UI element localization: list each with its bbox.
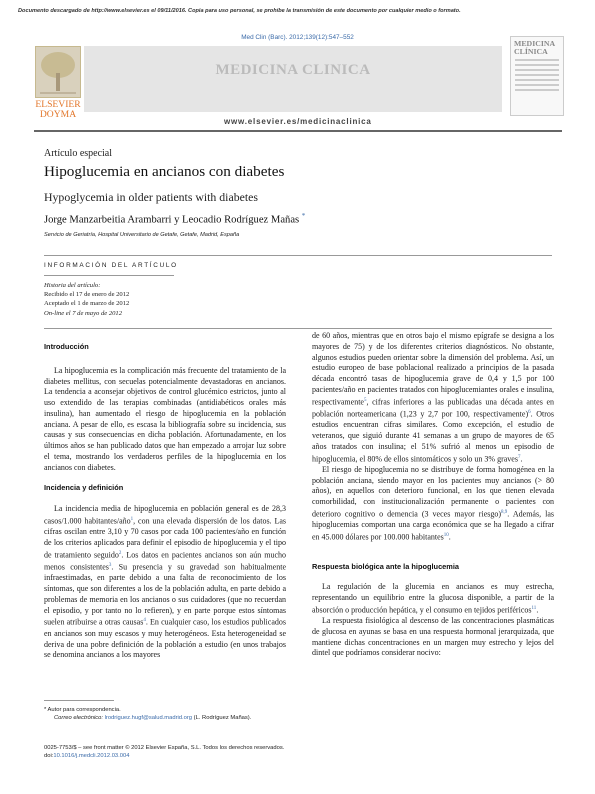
history-label: Historia del artículo: xyxy=(44,282,101,289)
ref-2[interactable]: 2 xyxy=(118,550,122,556)
email-owner: (L. Rodríguez Mañas). xyxy=(193,715,252,721)
incidence-paragraph: La incidencia media de hipoglucemia en población general es de 28,3 casos/1.000 habitantes/año$^1$, con una elevada dispersión de los datos. Las cifras oscilan entre 3,10 y 70 casos por cada 100 pacientes/año en función de los criterios aplicados para definir el episodio de hipoglucemia y el tipo de tratamiento seguido$^2$. Los datos en pacientes ancianos son aún mucho menos consistentes$^3$. Su presencia y su gravedad son habitualmente infraestimadas, en parte debido a una falta de reconocimiento de los síntomas, que son diferentes a los de la población adulta, en parte debido a problemas de memoria en los ancianos o sus cuidadores (que no recuerdan el episodio, y por tanto no lo refieren), y en parte porque estos síntomas suelen atribuirse a otras causas$^4$. En cualquier caso, los estudios publicados en ancianos son muy escasos y muy heterogéneos. Esta heterogeneidad se deriva de una pobre definición de la población a estudio (en unos trabajos se denomina ancianos a los mayores xyxy=(44,504,287,660)
publisher-name: ELSEVIER xyxy=(35,99,81,110)
footnote-divider xyxy=(44,700,114,701)
physiologic-response-paragraph: La respuesta fisiológica al descenso de las concentraciones plasmáticas de glucosa en ayunas se basa en una respuesta hormonal jerarquizada, que mantiene dichas concentraciones en un margen muy estrecho y lejos del dintel que podríamos considerar nocivo: xyxy=(312,616,554,658)
ref-4[interactable]: 4 xyxy=(143,618,146,624)
corresponding-author-note: * Autor para correspondencia. xyxy=(44,707,121,713)
ref-10[interactable]: 10 xyxy=(443,533,449,539)
ref-8-9[interactable]: 8,9 xyxy=(501,509,508,515)
ref-5[interactable]: 5 xyxy=(363,397,367,403)
accepted-date: Aceptado el 1 de marzo de 2012 xyxy=(44,300,130,308)
intro-heading: Introducción xyxy=(44,342,89,351)
journal-url[interactable]: www.elsevier.es/medicinaclinica xyxy=(224,117,372,126)
doi-link[interactable]: 10.1016/j.medcli.2012.03.004 xyxy=(53,753,130,760)
intro-paragraph: La hipoglucemia es la complicación más frecuente del tratamiento de la diabetes mellitus, con secuelas potencialmente devastadoras en ancianos. La tendencia a aconsejar objetivos de control glucémico estrictos, junto al uso extendido de las terapias combinadas (antidiabéticos orales más insulina), han aumentado el riesgo de hipoglucemia en la población anciana. A pesar de ello, es escasa la bibliografía sobre su incidencia, sus causas y sus consecuencias en dicha población. Afortunadamente, en los últimos años se han publicado datos que han empezado a arrojar luz sobre el tema, mostrando los verdaderos perfiles de la hipoglucemia en los ancianos con diabetes. xyxy=(44,365,286,472)
section-type: Artículo especial xyxy=(44,148,113,159)
tree-icon xyxy=(35,46,81,98)
article-history xyxy=(44,281,129,318)
ref-7[interactable]: 7 xyxy=(517,454,521,460)
incidence-continued-paragraph: de 60 años, mientras que en otros bajo el mismo epígrafe se designa a los mayores de 75) y de los diferentes criterios diagnósticos. No obstante, algunos estudios pueden orientar sobre la dimensión del problema. Así, un estudio europeo de base poblacional realizado a principios de la pasada década encontró tasas de hipoglucemia grave de 0,4 y 1,5 por 100 pacientes/año en pacientes tratados con hipoglucemiantes orales e insulina, respectivamente$^5$, cifras inferiores a las publicadas una década antes en población norteamericana (1,23 y 2,7 por 100, respectivamente)$^6$. Otros estudios encuentran cifras similares. Como excepción, el estudio de veteranos, que siguió durante 41 semanas a un grupo de mayores de 65 años tratados con insulina; el 51% sufrió al menos un episodio de hipoglucemia, el 80% de ellos sintomáticos y solo un 3% graves$^7$. xyxy=(312,331,554,464)
download-notice: Documento descargado de http://www.elsevier.es el 09/11/2016. Copia para uso personal, se prohíbe la transmisión de este documento por cualquier medio o formato. xyxy=(18,8,461,14)
author-list xyxy=(44,212,305,226)
ref-11[interactable]: 11 xyxy=(531,605,537,611)
biological-response-heading: Respuesta biológica ante la hipoglucemia xyxy=(312,561,460,571)
risk-paragraph: El riesgo de hipoglucemia no se distribuye de forma homogénea en la población anciana, siendo mayor en los pacientes muy ancianos (> 80 años), en aquellos con deterioro funcional, en los que tienen elevada comorbilidad, con institucionalización permanente o pacientes con deterioro cognitivo o demencia (3 veces mayor riesgo)$^{8,9}$. Además, las hipoglucemias comportan una carga económica que se ha llegado a cifrar en 45.000 dólares por 100.000 habitantes$^{10}$. xyxy=(312,464,554,542)
journal-banner xyxy=(84,46,502,112)
article-title-english: Hypoglycemia in older patients with diabetes xyxy=(44,190,258,204)
journal-cover-thumbnail xyxy=(510,36,564,116)
publisher-subname: DOYMA xyxy=(39,109,77,120)
right-column xyxy=(312,331,554,659)
online-date: On-line el 7 de mayo de 2012 xyxy=(44,309,123,317)
info-heading-divider xyxy=(44,275,174,276)
article-title: Hipoglucemia en ancianos con diabetes xyxy=(44,163,285,180)
copyright-block xyxy=(44,744,284,761)
cover-title: MEDICINA CLÍNICA xyxy=(514,39,555,56)
email-label: Correo electrónico: xyxy=(54,715,103,721)
received-date: Recibido el 17 de enero de 2012 xyxy=(44,291,130,299)
article-info-heading: INFORMACIÓN DEL ARTÍCULO xyxy=(44,262,178,269)
header-divider xyxy=(34,130,562,132)
journal-citation[interactable]: Med Clin (Barc). 2012;139(12):547–552 xyxy=(241,34,354,41)
affiliation: Servicio de Geriatría, Hospital Universitario de Getafe, Getafe, Madrid, España xyxy=(44,232,240,238)
incidence-heading: Incidencia y definición xyxy=(44,483,124,493)
left-column xyxy=(44,342,286,661)
doi-label: doi: xyxy=(44,753,54,760)
regulation-paragraph: La regulación de la glucemia en ancianos es muy estrecha, representando un equilibrio entre la glucosa disponible, a partir de la absorción o producción hepática, y el consumo en tejidos periféricos$^{11}$. xyxy=(312,582,554,615)
info-bottom-divider xyxy=(44,328,552,329)
copyright-line: 0025-7753/$ – see front matter © 2012 Elsevier España, S.L. Todos los derechos reservados. xyxy=(44,745,285,751)
ref-6[interactable]: 6 xyxy=(528,409,531,415)
info-top-divider xyxy=(44,255,552,256)
corresponding-author-mark[interactable]: * xyxy=(301,212,306,220)
author-email-link[interactable]: lrodriguez.hugf@salud.madrid.org xyxy=(104,715,193,721)
ref-1[interactable]: 1 xyxy=(130,516,134,522)
elsevier-logo xyxy=(34,46,82,126)
footnote xyxy=(44,706,251,722)
journal-title: MEDICINA CLINICA xyxy=(215,62,371,78)
ref-3[interactable]: 3 xyxy=(108,563,112,569)
authors: Jorge Manzarbeitia Arambarri y Leocadio Rodríguez Mañas xyxy=(44,214,300,226)
